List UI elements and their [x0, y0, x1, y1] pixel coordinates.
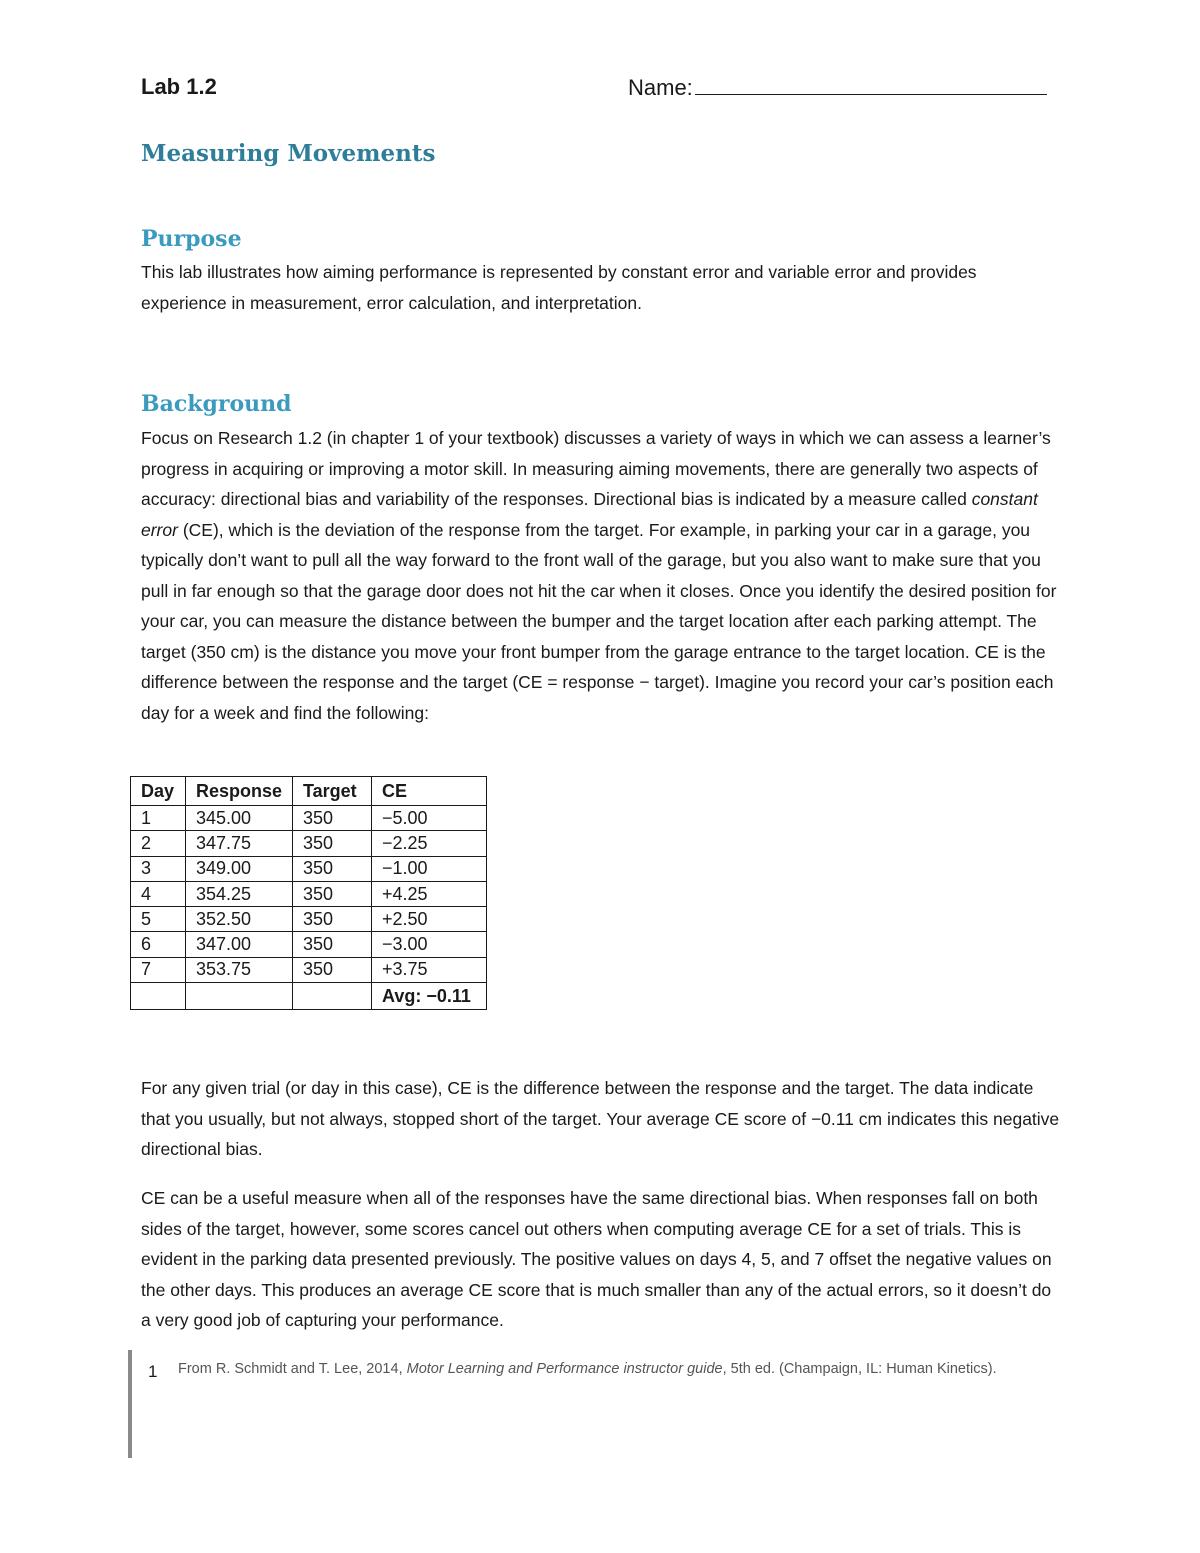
table-row: [131, 881, 487, 906]
name-blank-line: [695, 74, 1047, 95]
cell-response: 354.25: [186, 881, 293, 906]
footnote-number: 1: [148, 1362, 158, 1381]
table-row: [131, 957, 487, 982]
cell-target: 350: [293, 881, 372, 906]
empty-cell: [293, 983, 372, 1010]
cell-day: 7: [131, 957, 186, 982]
cell-ce: −3.00: [372, 932, 487, 957]
name-field: [628, 74, 1047, 101]
cell-target: 350: [293, 932, 372, 957]
ce-table: [130, 776, 487, 1010]
cell-ce: +4.25: [372, 881, 487, 906]
cell-response: 345.00: [186, 806, 293, 831]
cell-target: 350: [293, 957, 372, 982]
paragraph-ce-interpretation: For any given trial (or day in this case), CE is the difference between the response and the target. The data indicate that you usually, but not always, stopped short of the target. Your average CE score of −0.11 cm indicates this negative directional bias.: [141, 1078, 1060, 1159]
document-title: Measuring Movements: [141, 140, 436, 167]
cell-ce: −1.00: [372, 856, 487, 881]
lab-number: Lab 1.2: [141, 74, 217, 99]
cell-ce: −2.25: [372, 831, 487, 856]
purpose-text: This lab illustrates how aiming performance is represented by constant error and variable error and provides experience in measurement, error calculation, and interpretation.: [141, 262, 977, 313]
cell-ce: −5.00: [372, 806, 487, 831]
name-label: Name:: [628, 75, 693, 100]
cell-ce: +3.75: [372, 957, 487, 982]
page-header: [141, 74, 1061, 108]
table-row: [131, 806, 487, 831]
col-header-day: Day: [131, 777, 186, 806]
cell-ce: +2.50: [372, 907, 487, 932]
footnote-book-title: Motor Learning and Performance instructor guide: [406, 1361, 723, 1377]
table-row: [131, 856, 487, 881]
col-header-response: Response: [186, 777, 293, 806]
cell-day: 2: [131, 831, 186, 856]
cell-response: 352.50: [186, 907, 293, 932]
purpose-heading: Purpose: [141, 226, 242, 252]
table-header-row: [131, 777, 487, 806]
background-text: Focus on Research 1.2 (in chapter 1 of your textbook) discusses a variety of ways in which we can assess a learner’s progress in acquiring or improving a motor skill. In measuring aiming movements, there are generally two aspects of accuracy: directional bias and variability of the responses. Directional bias is indicated by a measure called constant error (CE), which is the deviation of the response from the target. For example, in parking your car in a garage, you typically don’t want to pull all the way forward to the front wall of the garage, but you also want to make sure that you pull in far enough so that the garage door does not hit the car when it closes. Once you identify the desired position for your car, you can measure the distance between the bumper and the target location after each parking attempt. The target (350 cm) is the distance you move your front bumper from the garage entrance to the target location. CE is the difference between the response and the target (CE = response − target). Imagine you record your car’s position each day for a week and find the following:: [141, 428, 1057, 723]
col-header-target: Target: [293, 777, 372, 806]
cell-day: 3: [131, 856, 186, 881]
constant-error-term: constant error: [141, 489, 1038, 540]
cell-response: 347.75: [186, 831, 293, 856]
cell-ce-average: Avg: −0.11: [372, 983, 487, 1010]
cell-target: 350: [293, 831, 372, 856]
empty-cell: [131, 983, 186, 1010]
cell-day: 4: [131, 881, 186, 906]
footnote-text: From R. Schmidt and T. Lee, 2014, Motor Learning and Performance instructor guide, 5th ed. (Champaign, IL: Human Kinetics).: [178, 1361, 997, 1377]
table-avg-row: [131, 983, 487, 1010]
cell-response: 347.00: [186, 932, 293, 957]
cell-day: 5: [131, 907, 186, 932]
background-heading: Background: [141, 391, 292, 417]
footnote: [128, 1350, 1072, 1458]
cell-response: 349.00: [186, 856, 293, 881]
cell-day: 1: [131, 806, 186, 831]
empty-cell: [186, 983, 293, 1010]
paragraph-ce-limitations: CE can be a useful measure when all of the responses have the same directional bias. When responses fall on both sides of the target, however, some scores cancel out others when computing average CE for a set of trials. This is evident in the parking data presented previously. The positive values on days 4, 5, and 7 offset the negative values on the other days. This produces an average CE score that is much smaller than any of the actual errors, so it doesn’t do a very good job of capturing your performance.: [141, 1188, 1052, 1330]
cell-target: 350: [293, 907, 372, 932]
table-row: [131, 932, 487, 957]
cell-response: 353.75: [186, 957, 293, 982]
cell-day: 6: [131, 932, 186, 957]
col-header-ce: CE: [372, 777, 487, 806]
cell-target: 350: [293, 806, 372, 831]
table-row: [131, 831, 487, 856]
table-row: [131, 907, 487, 932]
cell-target: 350: [293, 856, 372, 881]
